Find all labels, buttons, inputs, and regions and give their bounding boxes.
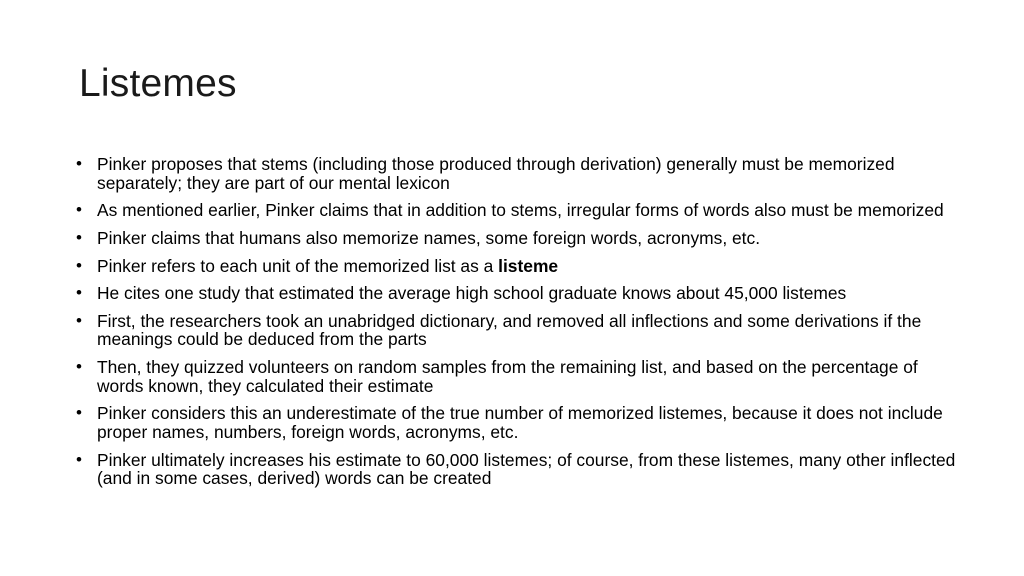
bullet-item (76, 257, 956, 276)
bold-term: listeme (498, 255, 559, 276)
bullet-text: He cites one study that estimated the average high school graduate knows about 45,000 listemes (97, 283, 847, 304)
bullet-text: Then, they quizzed volunteers on random samples from the remaining list, and based on the percentage of words known, they calculated their estimate (97, 357, 918, 396)
bullet-text: Pinker ultimately increases his estimate to 60,000 listemes; of course, from these listemes, many other inflected (and in some cases, derived) words can be created (97, 449, 956, 488)
bullet-item (76, 358, 956, 395)
bullet-dot-icon: • (76, 283, 82, 303)
bullet-item (76, 404, 956, 441)
bullet-item (76, 155, 956, 192)
bullet-list (76, 155, 956, 497)
bullet-item (76, 451, 956, 488)
slide-title: Listemes (79, 62, 237, 105)
bullet-item (76, 229, 956, 248)
bullet-text: Pinker considers this an underestimate of the true number of memorized listemes, because it does not include proper names, numbers, foreign words, acronyms, etc. (97, 403, 943, 442)
bullet-text: Pinker proposes that stems (including those produced through derivation) generally must be memorized separately; they are part of our mental lexicon (97, 154, 895, 193)
bullet-item (76, 201, 956, 220)
bullet-dot-icon: • (76, 357, 82, 377)
bullet-dot-icon: • (76, 255, 82, 275)
bullet-text (97, 256, 558, 276)
bullet-dot-icon: • (76, 200, 82, 220)
bullet-dot-icon: • (76, 449, 82, 469)
bullet-item (76, 312, 956, 349)
bullet-dot-icon: • (76, 227, 82, 247)
bullet-text-prefix: Pinker refers to each unit of the memorized list as a (97, 255, 499, 276)
bullet-dot-icon: • (76, 403, 82, 423)
bullet-item (76, 284, 956, 303)
bullet-text: First, the researchers took an unabridged dictionary, and removed all inflections and some derivations if the meanings could be deduced from the parts (97, 310, 922, 350)
bullet-text: Pinker claims that humans also memorize names, some foreign words, acronyms, etc. (97, 227, 761, 248)
bullet-dot-icon: • (76, 154, 82, 173)
bullet-dot-icon: • (76, 310, 82, 330)
bullet-text: As mentioned earlier, Pinker claims that in addition to stems, irregular forms of words also must be memorized (97, 200, 944, 221)
